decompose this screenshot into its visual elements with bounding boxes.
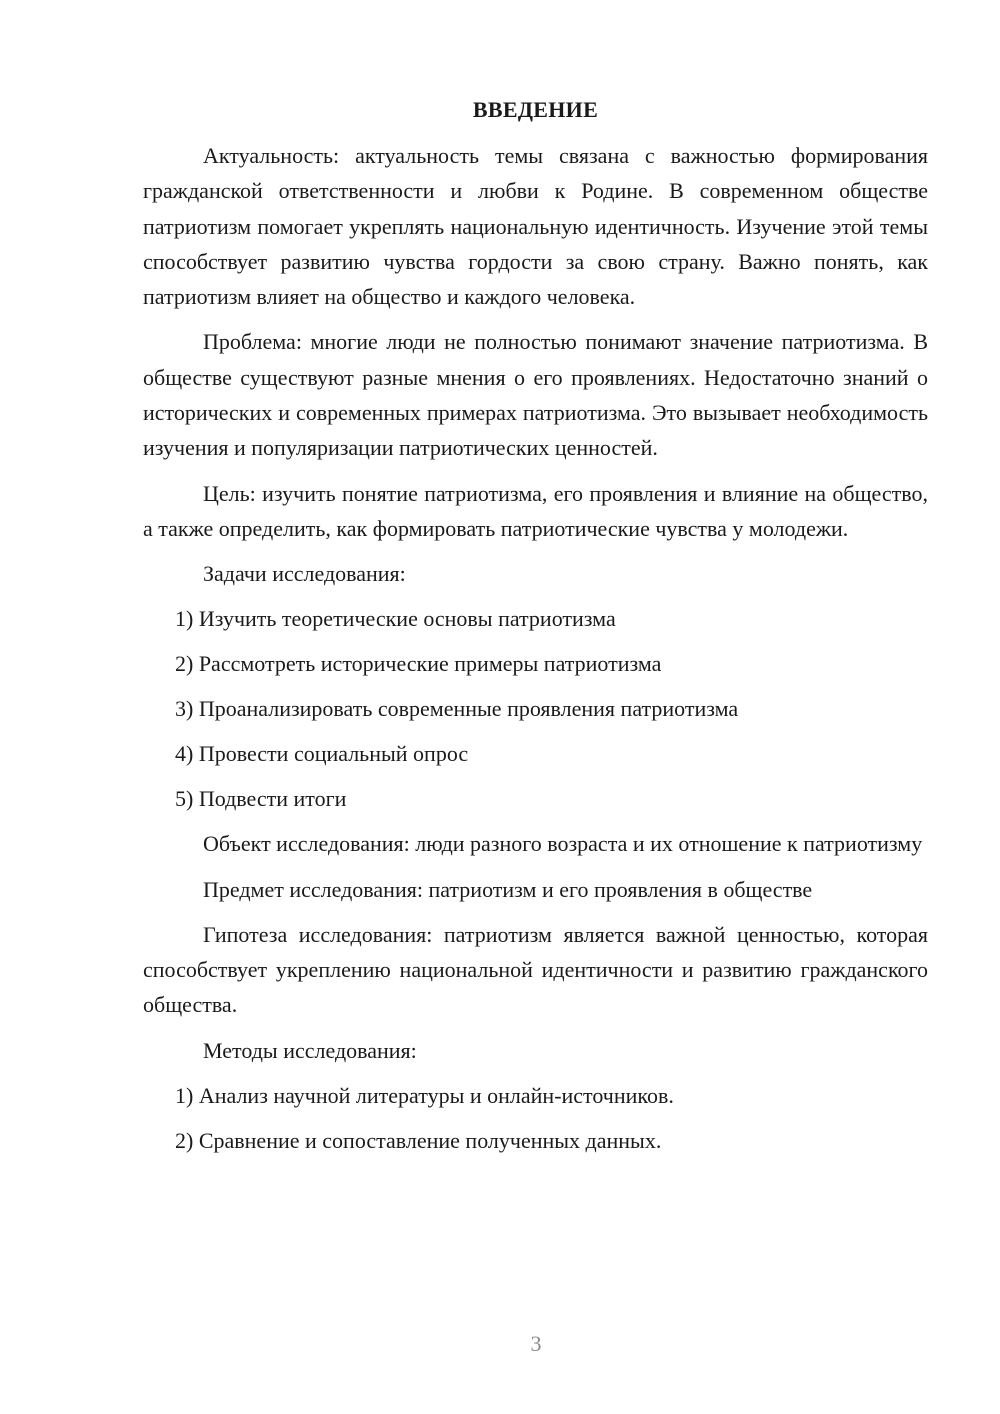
method-item: 1) Анализ научной литературы и онлайн-источников.: [175, 1082, 674, 1108]
task-item: 4) Провести социальный опрос: [175, 741, 469, 767]
document-page: [143, 94, 928, 1168]
object-paragraph: Объект исследования: люди разного возраста и их отношение к патриотизму: [203, 831, 923, 857]
problem-paragraph: Проблема: многие люди не полностью понимают значение патриотизма. В обществе существуют разные мнения о его проявлениях. Недостаточно знаний о исторических и современных примерах патриотизма. Это вызывает необходимость изучения и популяризации патриотических ценностей.: [143, 329, 928, 461]
subject-paragraph: Предмет исследования: патриотизм и его проявления в обществе: [203, 876, 813, 902]
task-item: 2) Рассмотреть исторические примеры патриотизма: [175, 651, 662, 677]
method-item: 2) Сравнение и сопоставление полученных данных.: [175, 1127, 662, 1153]
task-item: 3) Проанализировать современные проявления патриотизма: [175, 696, 739, 722]
relevance-paragraph: Актуальность: актуальность темы связана с важностью формирования гражданской ответственности и любви к Родине. В современном обществе патриотизм помогает укреплять национальную идентичность. Изучение этой темы способствует развитию чувства гордости за свою страну. Важно понять, как патриотизм влияет на общество и каждого человека.: [143, 143, 928, 310]
task-item: 5) Подвести итоги: [175, 786, 347, 812]
section-title: ВВЕДЕНИЕ: [472, 97, 599, 122]
goal-paragraph: Цель: изучить понятие патриотизма, его проявления и влияние на общество, а также определить, как формировать патриотические чувства у молодежи.: [143, 480, 928, 541]
task-item: 1) Изучить теоретические основы патриотизма: [175, 606, 616, 632]
methods-heading: Методы исследования:: [203, 1037, 417, 1063]
page-number: 3: [530, 1331, 542, 1356]
tasks-heading: Задачи исследования:: [203, 561, 406, 587]
hypothesis-paragraph: Гипотеза исследования: патриотизм является важной ценностью, которая способствует укреплению национальной идентичности и развитию гражданского общества.: [143, 921, 928, 1018]
